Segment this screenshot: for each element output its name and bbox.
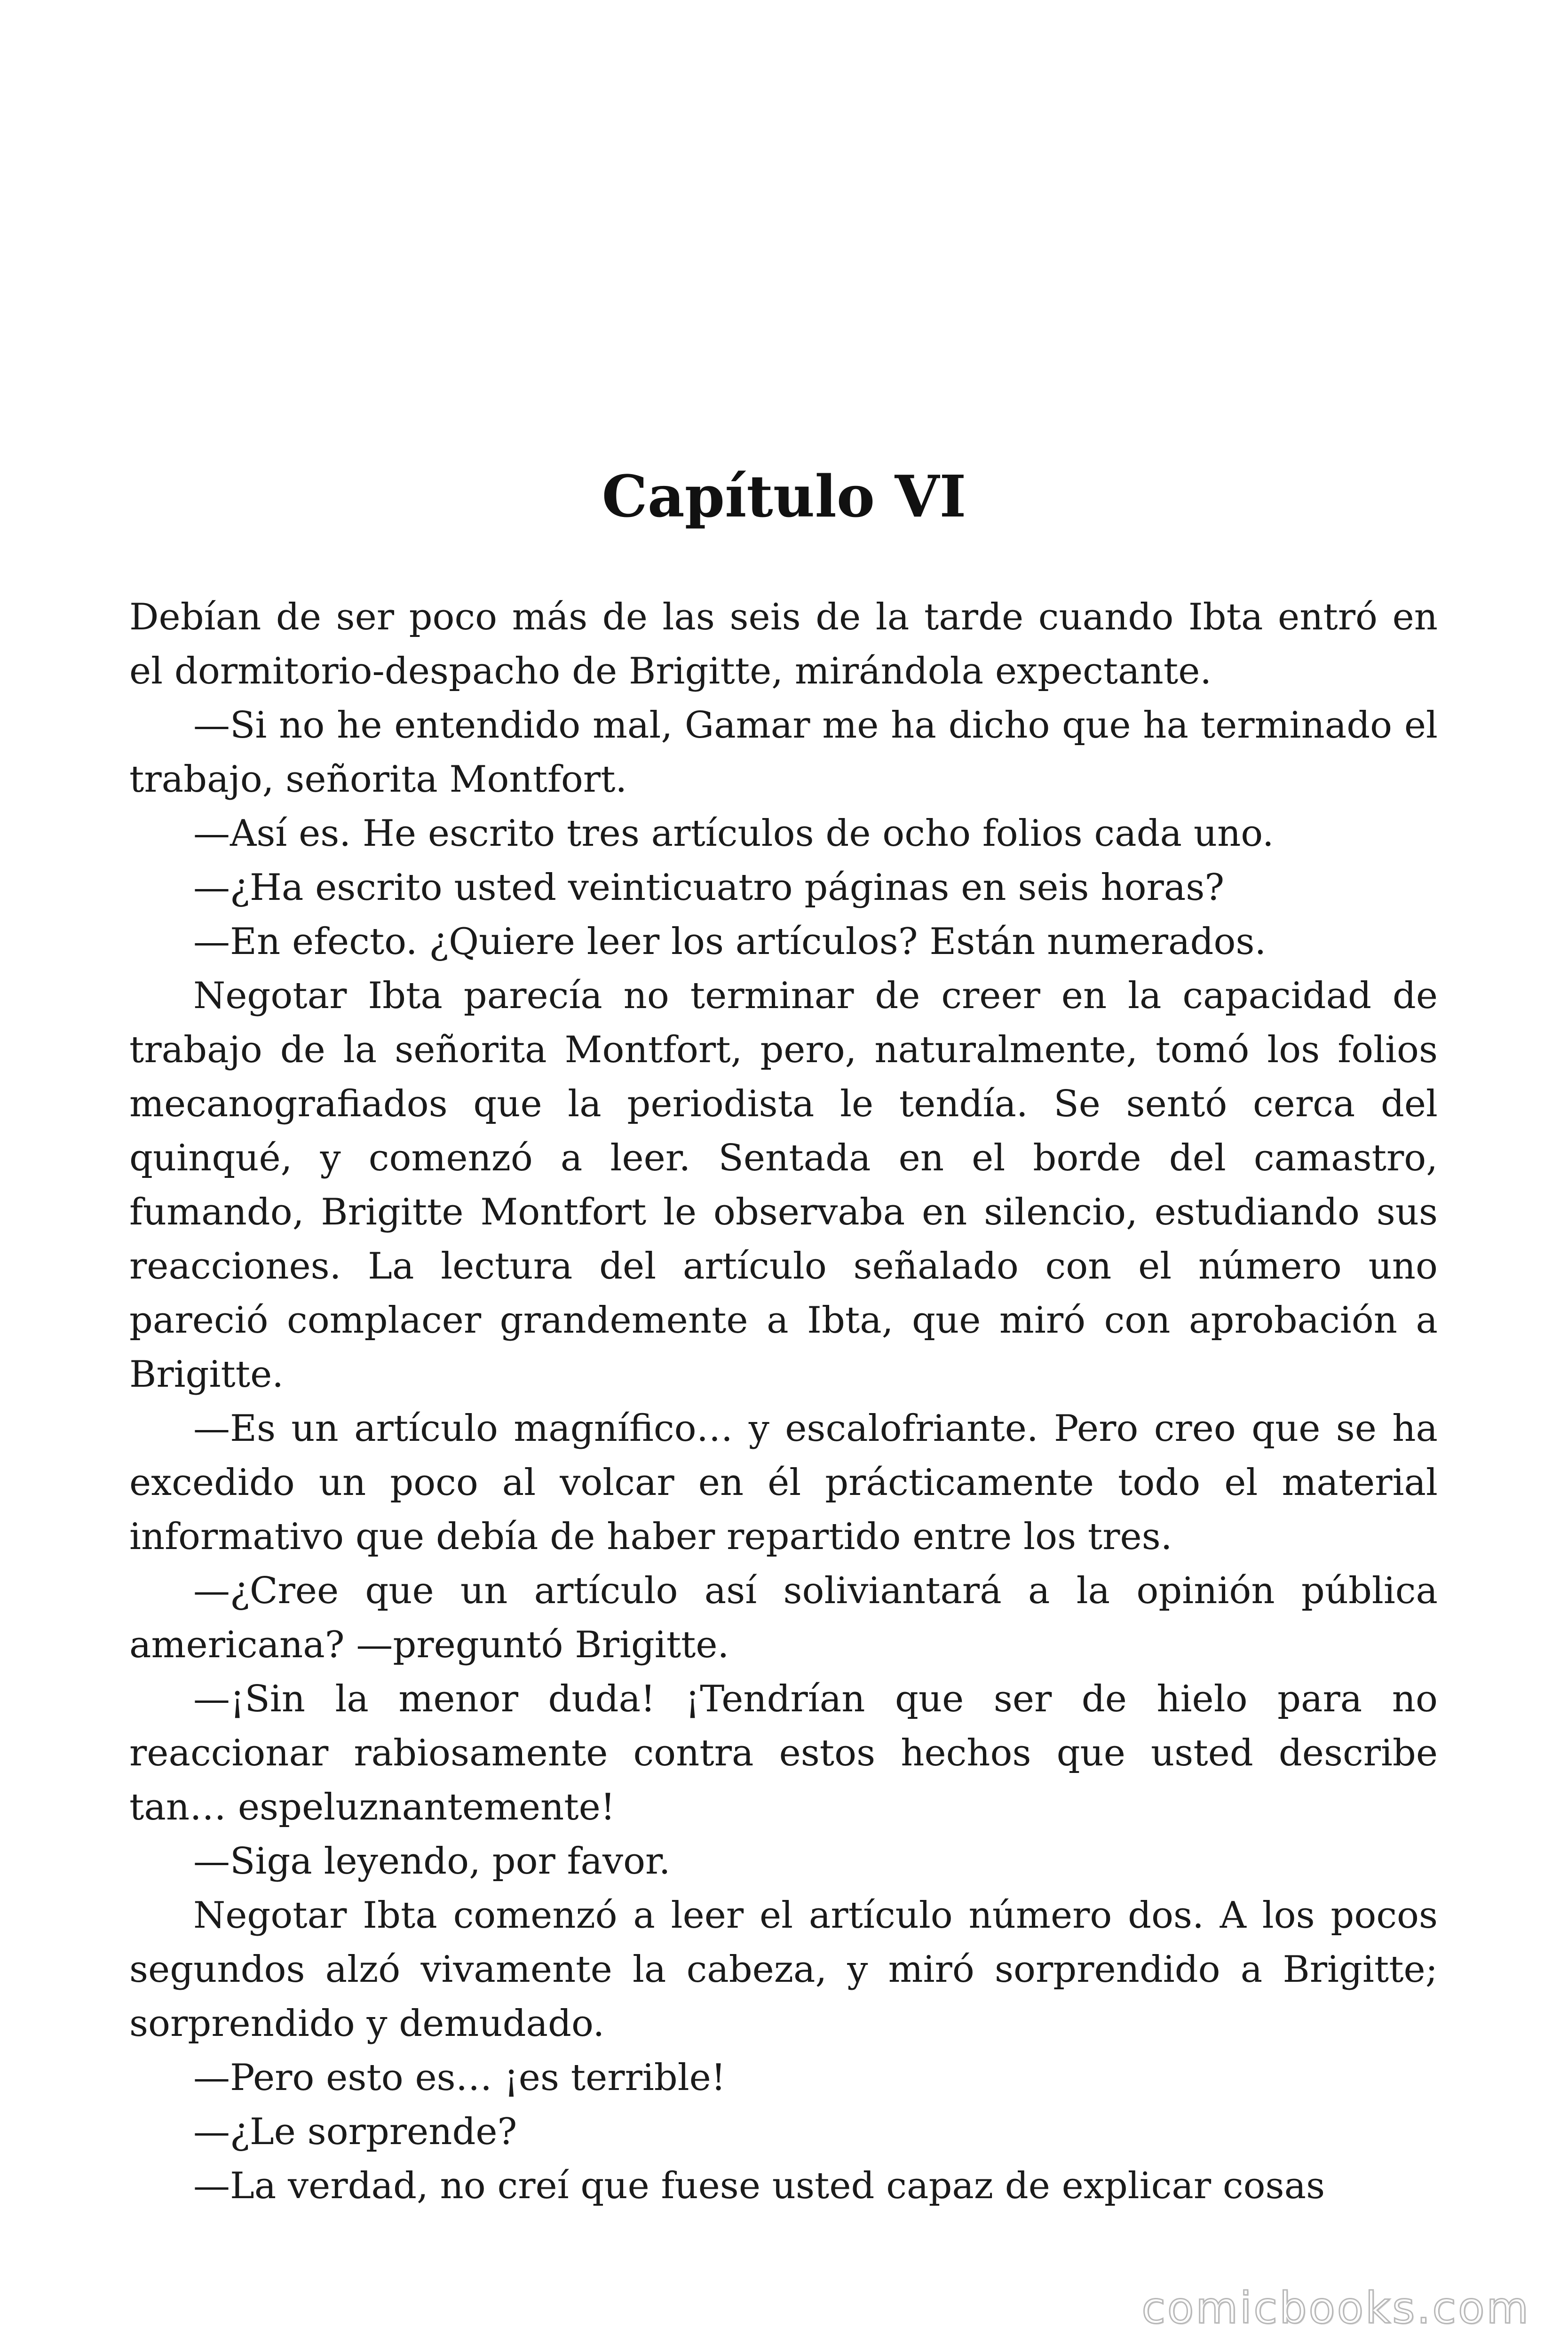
paragraph: —¿Le sorprende? — [193, 2111, 517, 2153]
paragraph: Negotar Ibta parecía no terminar de creer en la capacidad de trabajo de la señorita Montfort, pero, naturalmente, tomó los folios mecanografiados que la periodista le tendía. Se sentó cerca del quinqué, y comenzó a leer. Sentada en el borde del camastro, fumando, Brigitte Montfort le observaba en silencio, estudiando sus reacciones. La lectura del artículo señalado con el número uno pareció complacer grandemente a Ibta, que miró con aprobación a Brigitte. — [129, 975, 1438, 1396]
paragraph: —La verdad, no creí que fuese usted capaz de explicar cosas — [193, 2165, 1325, 2207]
watermark: comicbooks.com — [1141, 2283, 1530, 2333]
paragraph: Debían de ser poco más de las seis de la tarde cuando Ibta entró en el dormitorio-despacho de Brigitte, mirándola expectante. — [129, 596, 1438, 692]
paragraph: —Si no he entendido mal, Gamar me ha dicho que ha terminado el trabajo, señorita Montfort. — [129, 704, 1438, 801]
paragraph: —Pero esto es… ¡es terrible! — [193, 2057, 726, 2099]
paragraph: Negotar Ibta comenzó a leer el artículo número dos. A los pocos segundos alzó vivamente la cabeza, y miró sorprendido a Brigitte; sorprendido y demudado. — [129, 1894, 1438, 2045]
paragraph: —Es un artículo magnífico… y escalofriante. Pero creo que se ha excedido un poco al volcar en él prácticamente todo el material informativo que debía de haber repartido entre los tres. — [129, 1407, 1438, 1558]
paragraph: —¡Sin la menor duda! ¡Tendrían que ser de hielo para no reaccionar rabiosamente contra estos hechos que usted describe tan… espeluznantemente! — [129, 1678, 1438, 1828]
paragraph: —Siga leyendo, por favor. — [193, 1840, 671, 1883]
paragraph: —¿Cree que un artículo así soliviantará a la opinión pública americana? —preguntó Brigitte. — [129, 1570, 1438, 1666]
paragraph: —¿Ha escrito usted veinticuatro páginas en seis horas? — [193, 866, 1225, 909]
chapter-body — [129, 590, 1438, 2213]
paragraph: —Así es. He escrito tres artículos de ocho folios cada uno. — [193, 812, 1274, 855]
paragraph: —En efecto. ¿Quiere leer los artículos? Están numerados. — [193, 921, 1267, 963]
chapter-title: Capítulo VI — [602, 462, 966, 530]
